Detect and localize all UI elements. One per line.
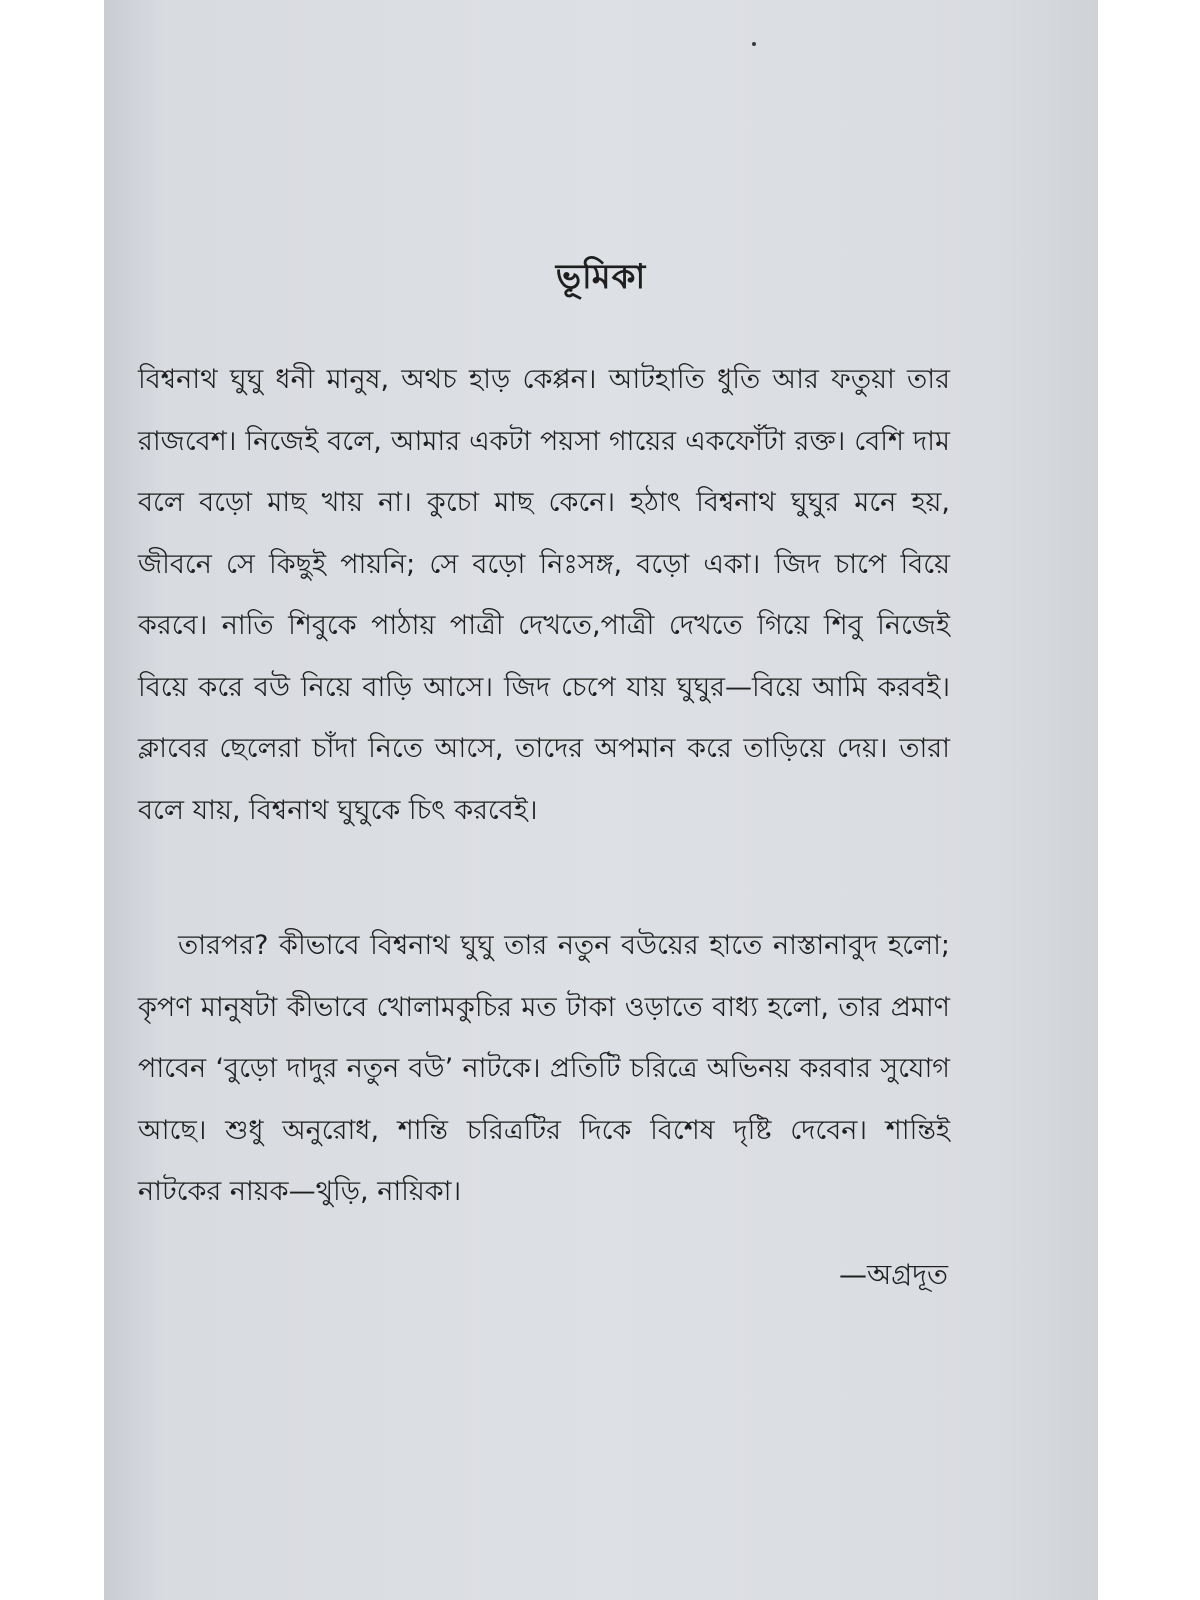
paragraph-2: তারপর? কীভাবে বিশ্বনাথ ঘুঘু তার নতুন বউয়ের হাতে নাস্তানাবুদ হলো; কৃপণ মানুষটা কীভাবে খোলামকুচির মত টাকা ওড়াতে বাধ্য হলো, তার প্রমাণ পাবেন ‘বুড়ো দাদুর নতুন বউ’ নাটকে। প্রতিটি চরিত্রে অভিনয় করবার সুযোগ আছে। শুধু অনুরোধ, শান্তি চরিত্রটির দিকে বিশেষ দৃষ্টি দেবেন। শান্তিই নাটকের নায়ক—থুড়ি, নায়িকা।: [138, 930, 950, 1207]
page-speck: [752, 42, 756, 46]
page-title: ভূমিকা: [555, 256, 647, 297]
author-signature: —অগ্রদূত: [839, 1258, 948, 1291]
paragraph-1: বিশ্বনাথ ঘুঘু ধনী মানুষ, অথচ হাড় কেপ্পন। আটহাতি ধুতি আর ফতুয়া তার রাজবেশ। নিজেই বলে, আমার একটা পয়সা গায়ের একফোঁটা রক্ত। বেশি দাম বলে বড়ো মাছ খায় না। কুচো মাছ কেনে। হঠাৎ বিশ্বনাথ ঘুঘুর মনে হয়, জীবনে সে কিছুই পায়নি; সে বড়ো নিঃসঙ্গ, বড়ো একা। জিদ চাপে বিয়ে করবে। নাতি শিবুকে পাঠায় পাত্রী দেখতে,পাত্রী দেখতে গিয়ে শিবু নিজেই বিয়ে করে বউ নিয়ে বাড়ি আসে। জিদ চেপে যায় ঘুঘুর—বিয়ে আমি করবই। ক্লাবের ছেলেরা চাঁদা নিতে আসে, তাদের অপমান করে তাড়িয়ে দেয়। তারা বলে যায়, বিশ্বনাথ ঘুঘুকে চিৎ করবেই।: [138, 364, 950, 826]
book-page: [104, 0, 1098, 1600]
